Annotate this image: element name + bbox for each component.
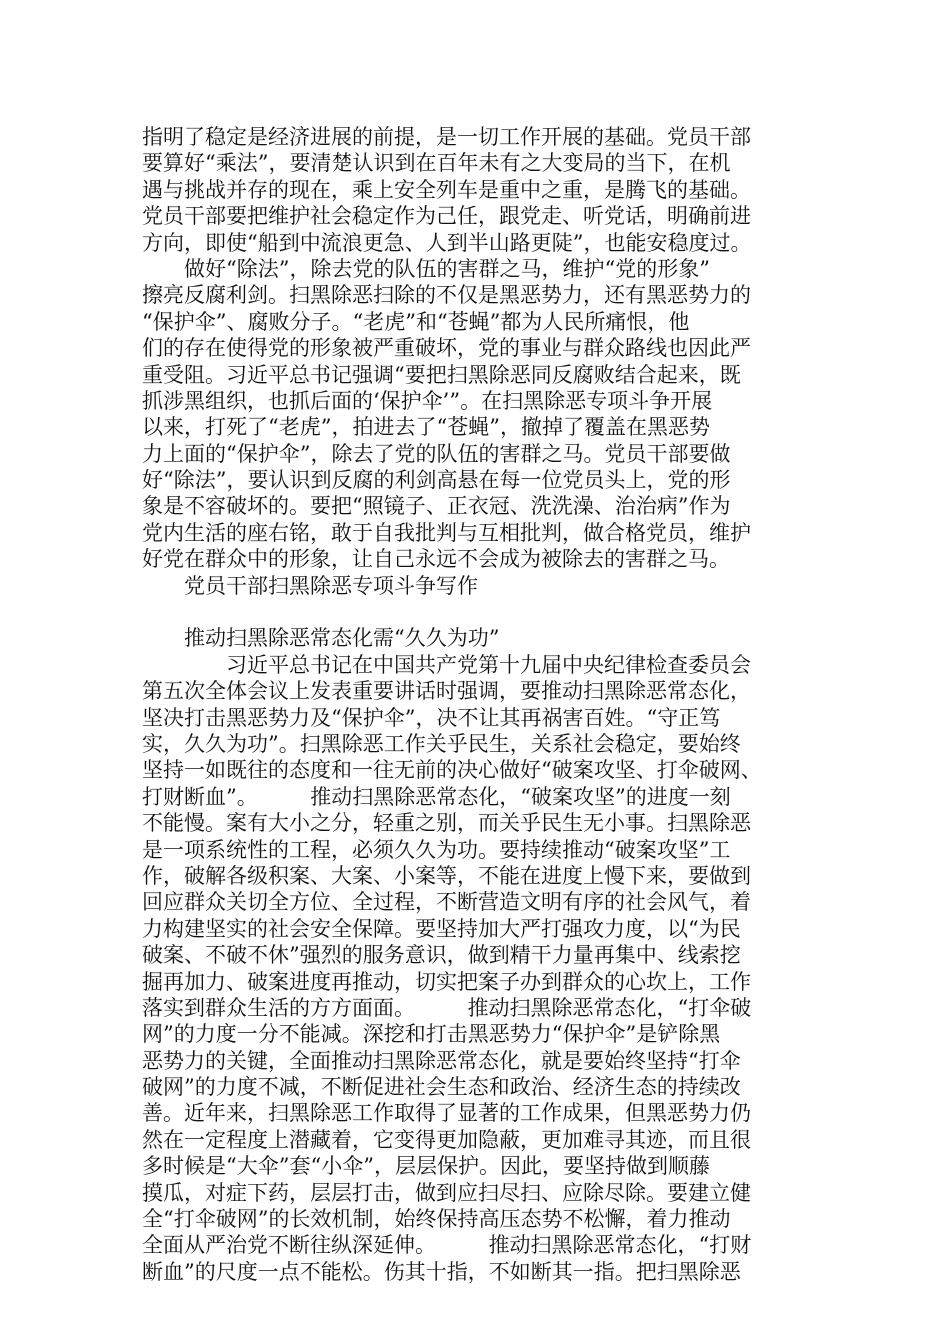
text-line: 断血”的尺度一点不能松。伤其十指，不如断其一指。把扫黑除恶 [142, 1259, 741, 1284]
article-title: 推动扫黑除恶常态化需“久久为功” [142, 626, 500, 651]
document-body [142, 124, 832, 1285]
text-line: 擦亮反腐利剑。扫黑除恶扫除的不仅是黑恶势力，还有黑恶势力的 [142, 283, 751, 308]
text-line: 全“打伞破网”的长效机制，始终保持高压态势不松懈，着力推动 [142, 1207, 731, 1232]
blank-line [142, 599, 832, 625]
text-line: 掘再加力、破案进度再推动，切实把案子办到群众的心坎上，工作 [142, 969, 751, 994]
text-line: 重受阻。习近平总书记强调“要把扫黑除恶同反腐败结合起来，既 [142, 362, 741, 387]
text-line: 党内生活的座右铭，敢于自我批判与互相批判，做合格党员，维护 [142, 520, 751, 545]
section-title: 党员干部扫黑除恶专项斗争写作 [142, 573, 478, 598]
text-line: 好党在群众中的形象，让自己永远不会成为被除去的害群之马。 [142, 547, 730, 572]
text-line: 做好“除法”，除去党的队伍的害群之马，维护“党的形象” [142, 256, 710, 281]
text-line: 网”的力度一分不能减。深挖和打击黑恶势力“保护伞”是铲除黑 [142, 1022, 721, 1047]
text-line: 们的存在使得党的形象被严重破坏，党的事业与群众路线也因此严 [142, 336, 751, 361]
text-line: 回应群众关切全方位、全过程，不断营造文明有序的社会风气，着 [142, 890, 751, 915]
text-line: 抓涉黑组织，也抓后面的‘保护伞’”。在扫黑除恶专项斗争开展 [142, 388, 713, 413]
text-line: 象是不容破坏的。要把“照镜子、正衣冠、洗洗澡、治治病”作为 [142, 494, 731, 519]
text-line: 然在一定程度上潜藏着，它变得更加隐蔽，更加难寻其迹，而且很 [142, 1127, 751, 1152]
text-line: 党员干部要把维护社会稳定作为己任，跟党走、听党话，明确前进 [142, 204, 751, 229]
text-line: 摸瓜，对症下药，层层打击，做到应扫尽扫、应除尽除。要建立健 [142, 1180, 751, 1205]
text-line: 实，久久为功”。扫黑除恶工作关乎民生，关系社会稳定，要始终 [142, 731, 741, 756]
text-line: 破案、不破不休”强烈的服务意识，做到精干力量再集中、线索挖 [142, 943, 741, 968]
text-line: 坚决打击黑恶势力及“保护伞”，决不让其再祸害百姓。“守正笃 [142, 705, 721, 730]
text-line: 作，破解各级积案、大案、小案等，不能在进度上慢下来，要做到 [142, 863, 751, 888]
text-line: 要算好“乘法”，要清楚认识到在百年未有之大变局的当下，在机 [142, 151, 731, 176]
text-line: 习近平总书记在中国共产党第十九届中央纪律检查委员会 [142, 652, 751, 677]
text-line: 恶势力的关键，全面推动扫黑除恶常态化，就是要始终坚持“打伞 [142, 1048, 741, 1073]
text-line: 打财断血”。 推动扫黑除恶常态化，“破案攻坚”的进度一刻 [142, 784, 731, 809]
text-line: 遇与挑战并存的现在，乘上安全列车是重中之重，是腾飞的基础。 [142, 177, 751, 202]
text-line: 第五次全体会议上发表重要讲话时强调，要推动扫黑除恶常态化， [142, 679, 751, 704]
text-line: 好“除法”，要认识到反腐的利剑高悬在每一位党员头上，党的形 [142, 468, 731, 493]
text-line: 善。近年来，扫黑除恶工作取得了显著的工作成果，但黑恶势力仍 [142, 1101, 751, 1126]
text-line: 以来，打死了“老虎”，拍进去了“苍蝇”，撤掉了覆盖在黑恶势 [142, 415, 710, 440]
text-line: “保护伞”、腐败分子。“老虎”和“苍蝇”都为人民所痛恨，他 [142, 309, 690, 334]
text-line: 是一项系统性的工程，必须久久为功。要持续推动“破案攻坚”工 [142, 837, 731, 862]
text-line: 落实到群众生活的方方面面。 推动扫黑除恶常态化，“打伞破 [142, 995, 752, 1020]
text-line: 全面从严治党不断往纵深延伸。 推动扫黑除恶常态化，“打财 [142, 1233, 752, 1258]
text-line: 力构建坚实的社会安全保障。要坚持加大严打强攻力度，以“为民 [142, 916, 741, 941]
text-line: 多时候是“大伞”套“小伞”，层层保护。因此，要坚持做到顺藤 [142, 1154, 710, 1179]
text-line: 不能慢。案有大小之分，轻重之别，而关乎民生无小事。扫黑除恶 [142, 811, 751, 836]
text-line: 方向，即使“船到中流浪更急、人到半山路更陡”，也能安稳度过。 [142, 230, 752, 255]
text-line: 力上面的“保护伞”，除去了党的队伍的害群之马。党员干部要做 [142, 441, 731, 466]
text-line: 坚持一如既往的态度和一往无前的决心做好“破案攻坚、打伞破网、 [142, 758, 762, 783]
text-line: 破网”的力度不减，不断促进社会生态和政治、经济生态的持续改 [142, 1075, 741, 1100]
text-line: 指明了稳定是经济进展的前提，是一切工作开展的基础。党员干部 [142, 125, 751, 149]
